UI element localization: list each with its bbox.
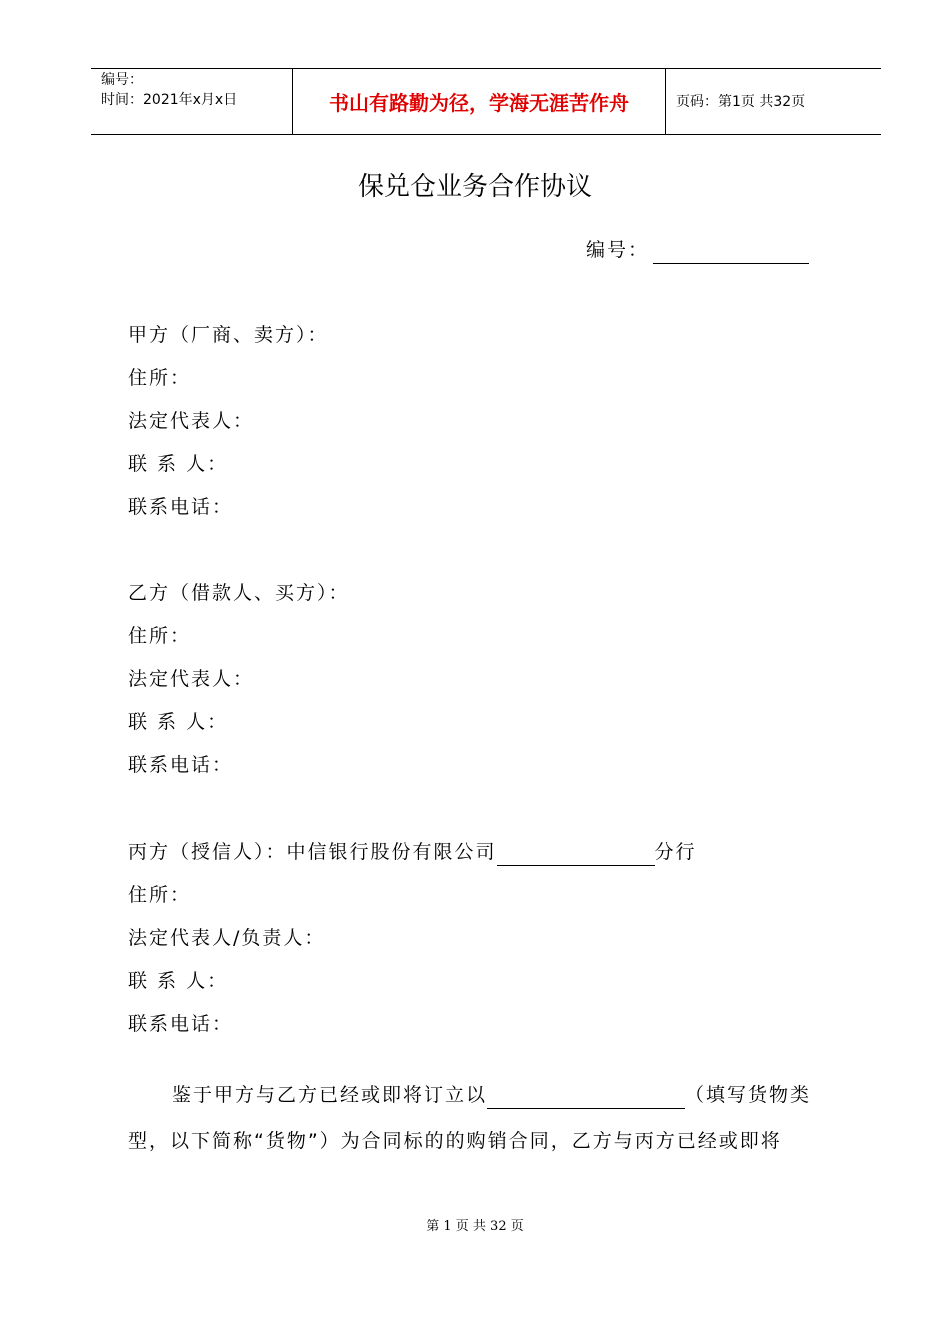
paragraph-1-line-2: 型，以下简称“货物”）为合同标的的购销合同，乙方与丙方已经或即将 (128, 1130, 782, 1152)
header-right-cell (666, 69, 881, 134)
party-a-address: 住所： (128, 367, 192, 389)
party-c-heading-prefix: 丙方（授信人）：中信银行股份有限公司 (128, 841, 497, 863)
party-a-contact: 联 系 人： (128, 453, 229, 475)
party-c-heading (128, 838, 697, 866)
party-a-heading: 甲方（厂商、卖方）： (128, 324, 329, 346)
paragraph-1-line-1-suffix: （填写货物类 (685, 1084, 812, 1106)
page-header (91, 68, 881, 135)
party-c-legal-rep: 法定代表人/负责人： (128, 927, 326, 949)
goods-type-blank (487, 1086, 685, 1109)
header-left-cell (91, 69, 292, 134)
party-b-phone: 联系电话： (128, 754, 234, 776)
party-c-heading-suffix: 分行 (654, 841, 697, 863)
party-c-phone: 联系电话： (128, 1013, 234, 1035)
document-title: 保兑仓业务合作协议 (357, 172, 592, 202)
party-b-contact: 联 系 人： (128, 711, 229, 733)
party-b-legal-rep: 法定代表人： (128, 668, 255, 690)
header-number-label: 编号： (101, 72, 143, 88)
paragraph-1-line-1-prefix: 鉴于甲方与乙方已经或即将订立以 (172, 1084, 488, 1106)
header-time-label: 时间：2021年x月x日 (101, 92, 238, 108)
party-c-contact: 联 系 人： (128, 970, 229, 992)
branch-name-blank (497, 843, 655, 866)
header-page-info: 页码：第1页 共32页 (676, 94, 806, 110)
document-number-field (586, 236, 809, 264)
party-a-phone: 联系电话： (128, 496, 234, 518)
party-b-heading: 乙方（借款人、买方）： (128, 582, 350, 604)
page-footer: 第 1 页 共 32 页 (426, 1219, 524, 1234)
document-number-blank (653, 241, 809, 264)
party-a-legal-rep: 法定代表人： (128, 410, 255, 432)
header-middle-cell (292, 69, 666, 134)
header-motto: 书山有路勤为径，学海无涯苦作舟 (329, 91, 629, 115)
paragraph-1-line-1 (172, 1081, 811, 1109)
party-c-address: 住所： (128, 884, 192, 906)
party-b-address: 住所： (128, 625, 192, 647)
document-number-label: 编号： (586, 239, 650, 261)
